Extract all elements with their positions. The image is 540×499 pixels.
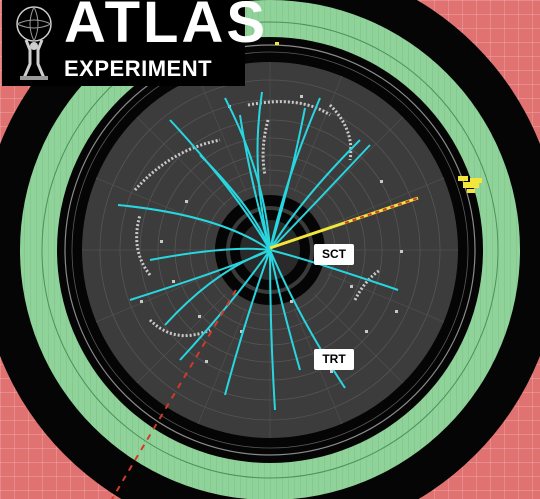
logo-subtitle: EXPERIMENT — [64, 56, 213, 81]
trt-label: TRT — [314, 349, 354, 370]
atlas-titan-icon — [8, 4, 60, 82]
atlas-logo — [2, 0, 269, 86]
sct-label: SCT — [314, 244, 354, 265]
logo-title: ATLAS — [64, 0, 269, 55]
